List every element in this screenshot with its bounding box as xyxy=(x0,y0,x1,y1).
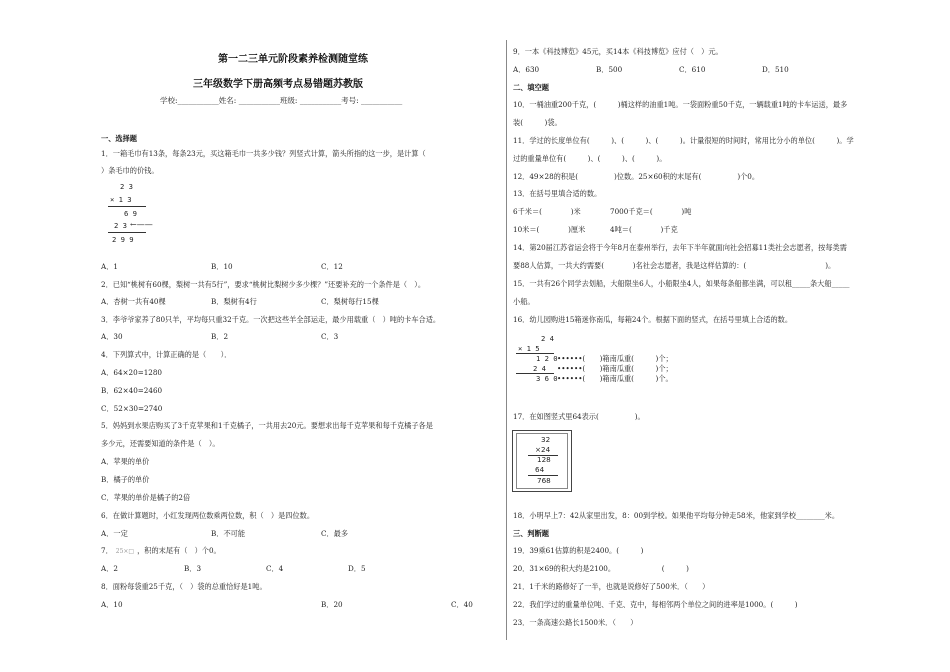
q2-option-b[interactable]: B．梨树有4行 xyxy=(211,297,257,306)
q18-text: 18．小明早上7：42从家里出发，8：00到学校。如果他平均每分钟走58米，他家到学校________米。 xyxy=(513,511,840,520)
q17-calc-partial-2: 64 xyxy=(535,465,545,474)
q4-text: 4．下列算式中，计算正确的是（ ）． xyxy=(101,350,232,359)
q16-calc-partial-2: 2 4 xyxy=(533,364,546,373)
page-subtitle: 三年级数学下册高频考点易错题苏教版 xyxy=(193,79,363,90)
q1-calc-product: 2 9 9 xyxy=(112,235,134,244)
q8-option-b[interactable]: B．20 xyxy=(321,600,343,609)
q7-number: 7． xyxy=(101,546,113,555)
arrow-left-icon: ←—— xyxy=(130,220,153,229)
q10-line1: 10．一桶油重200千克，( )桶这样的油重1吨。一袋面粉重50千克，一辆载重1吨的卡车运送，最多 xyxy=(513,100,848,109)
q1-calc-partial-1: 6 9 xyxy=(124,209,137,218)
q5-option-c[interactable]: C．苹果的单价是橘子的2倍 xyxy=(101,493,191,502)
q1-calc-rule-1 xyxy=(108,206,146,207)
q1-calc-multiplier: × 1 3 xyxy=(110,195,132,204)
q2-option-c[interactable]: C．梨树每行15棵 xyxy=(321,297,379,306)
q6-option-b[interactable]: B．不可能 xyxy=(211,529,246,538)
q9-text: 9．一本《科技博览》45元，买14本《科技博览》应付（ ）元。 xyxy=(513,47,723,56)
q1-option-b[interactable]: B．10 xyxy=(211,262,233,271)
q6-text: 6．在做计算题时，小红发现两位数乘两位数，积（ ）是四位数。 xyxy=(101,511,315,520)
section-fill-heading: 二、填空题 xyxy=(513,83,549,92)
q7-text xyxy=(101,547,221,555)
student-info-line: 学校:___________姓名: ___________班级: ___________考号: ___________ xyxy=(160,96,403,105)
q21-text: 21．1千米的路修好了一半，也就是说修好了500米．（ ） xyxy=(513,582,710,591)
q9-option-a[interactable]: A．630 xyxy=(513,65,540,74)
q17-text: 17．在如图竖式里64表示( )。 xyxy=(513,412,645,421)
q9-option-d[interactable]: D．510 xyxy=(762,65,789,74)
q3-option-a[interactable]: A．30 xyxy=(101,332,123,341)
q22-text: 22．我们学过的重量单位吨、千克、克中，每相邻两个单位之间的进率是1000。( ) xyxy=(513,600,798,609)
q17-calc-partial-1: 128 xyxy=(537,455,551,464)
q2-option-a[interactable]: A．杏树一共有40棵 xyxy=(101,297,166,306)
q7-option-c[interactable]: C．4 xyxy=(266,564,284,573)
q1-calc-rule-2 xyxy=(108,232,146,233)
page-title: 第一二三单元阶段素养检测随堂练 xyxy=(218,54,368,65)
column-divider xyxy=(506,40,507,640)
q1-option-a[interactable]: A．1 xyxy=(101,262,118,271)
q8-text: 8．面粉每袋重25千克，（ ）袋的总重恰好是1吨。 xyxy=(101,582,267,591)
q11-line2: 过的重量单位有( )、( )、( )。 xyxy=(513,154,667,163)
q3-option-c[interactable]: C．3 xyxy=(321,332,339,341)
q4-option-b[interactable]: B．62×40=2460 xyxy=(101,386,163,395)
q16-calc-multiplicand: 2 4 xyxy=(541,334,554,343)
q3-option-b[interactable]: B．2 xyxy=(211,332,229,341)
q4-option-c[interactable]: C．52×30=2740 xyxy=(101,404,163,413)
q12-text: 12．49×28的积是( )位数。25×60积的末尾有( )个0。 xyxy=(513,172,760,181)
q6-option-a[interactable]: A．一定 xyxy=(101,529,128,538)
q10-line2: 装( )袋。 xyxy=(513,118,562,127)
section-judge-heading: 三、判断题 xyxy=(513,529,549,538)
q23-text: 23．一条高速公路长1500米．（ ） xyxy=(513,618,638,627)
q13-text: 13．在括号里填合适的数。 xyxy=(513,189,602,198)
q13-item-km: 6千米＝( )米 xyxy=(513,207,581,216)
q14-line2: 要88人估算，一共大约需要( )名社会志愿者，我是这样估算的：( )。 xyxy=(513,261,836,270)
section-choice-heading: 一、选择题 xyxy=(101,134,137,143)
q19-text: 19．39乘61估算的积是2400。( ) xyxy=(513,546,644,555)
q7-option-d[interactable]: D．5 xyxy=(348,564,366,573)
q8-option-a[interactable]: A．10 xyxy=(101,600,123,609)
q5-option-b[interactable]: B．橘子的单价 xyxy=(101,475,150,484)
q13-item-m: 10米＝( )厘米 xyxy=(513,225,586,234)
q16-text: 16．幼儿园购进15箱迷你南瓜，每箱24个。根据下面的竖式，在括号里填上合适的数。 xyxy=(513,315,793,324)
q8-option-c[interactable]: C．40 xyxy=(451,600,473,609)
q5-line1: 5．妈妈到水果店购买了3千克苹果和1千克橘子，一共用去20元。要想求出每千克苹果和每千克橘子各是 xyxy=(101,421,433,430)
q16-row-3: ••••••( )箱南瓜重( )个。 xyxy=(557,374,673,383)
q16-calc-partial-1: 1 2 0 xyxy=(536,354,558,363)
q11-line1: 11．学过的长度单位有( )、( )、( )。计量很短的时间时，常用比分小的单位( )。学 xyxy=(513,136,854,145)
q16-row-2: ••••••( )箱南瓜重( )个； xyxy=(557,364,673,373)
q1-line2: ）条毛巾的价钱。 xyxy=(101,166,159,175)
q9-option-b[interactable]: B．500 xyxy=(596,65,623,74)
q7-question: ，积的末尾有（ ）个0。 xyxy=(137,546,221,555)
q17-calc-multiplier: ×24 xyxy=(535,445,551,454)
q13-item-kg: 7000千克＝( )吨 xyxy=(610,207,692,216)
q15-line1: 15．一共有26个同学去划船，大船限坐6人，小船限坐4人，如果每条船都坐满，可以租_____条大船_____ xyxy=(513,279,850,288)
q16-row-1: ••••••( )箱南瓜重( )个； xyxy=(557,354,673,363)
q6-option-c[interactable]: C．最多 xyxy=(321,529,349,538)
q1-option-c[interactable]: C．12 xyxy=(321,262,343,271)
q7-option-b[interactable]: B．3 xyxy=(184,564,202,573)
q4-option-a[interactable]: A．64×20=1280 xyxy=(101,368,163,377)
q13-item-t: 4吨＝( )千克 xyxy=(610,225,678,234)
q1-calc-multiplicand: 2 3 xyxy=(120,182,133,191)
q3-text: 3．李爷爷家养了80只羊，平均每只重32千克。一次把这些羊全部运走，最少用载重（ ）吨的卡车合适。 xyxy=(101,315,441,324)
q17-calc-product: 768 xyxy=(537,476,551,485)
q20-text: 20．31×69的积大约是2100。 ( ) xyxy=(513,564,689,573)
q7-option-a[interactable]: A．2 xyxy=(101,564,118,573)
q14-line1: 14．第20届江苏省运会将于今年8月在泰州举行，去年下半年就面向社会招募11类社会志愿者，按每类需 xyxy=(513,243,847,252)
q5-line2: 多少元，还需要知道的条件是（ ）。 xyxy=(101,439,220,448)
q16-calc-multiplier: × 1 5 xyxy=(518,344,540,353)
q2-text: 2．已知“桃树有60棵，梨树一共有5行”，要求“桃树比梨树少多少棵？”还要补充的一个条件是（ ）。 xyxy=(101,280,426,289)
q7-expression: 25×□ xyxy=(115,548,135,555)
q5-option-a[interactable]: A．苹果的单价 xyxy=(101,457,150,466)
q17-calc-multiplicand: 32 xyxy=(541,435,551,444)
q1-calc-partial-2: 2 3 xyxy=(114,221,127,230)
q15-line2: 小船。 xyxy=(513,297,535,306)
q1-line1: 1．一箱毛巾有13条，每条23元，买这箱毛巾一共多少钱？列竖式计算，箭头所指的这一步，是计算（ xyxy=(101,149,426,158)
q9-option-c[interactable]: C．610 xyxy=(679,65,706,74)
q16-calc-product: 3 6 0 xyxy=(536,374,558,383)
